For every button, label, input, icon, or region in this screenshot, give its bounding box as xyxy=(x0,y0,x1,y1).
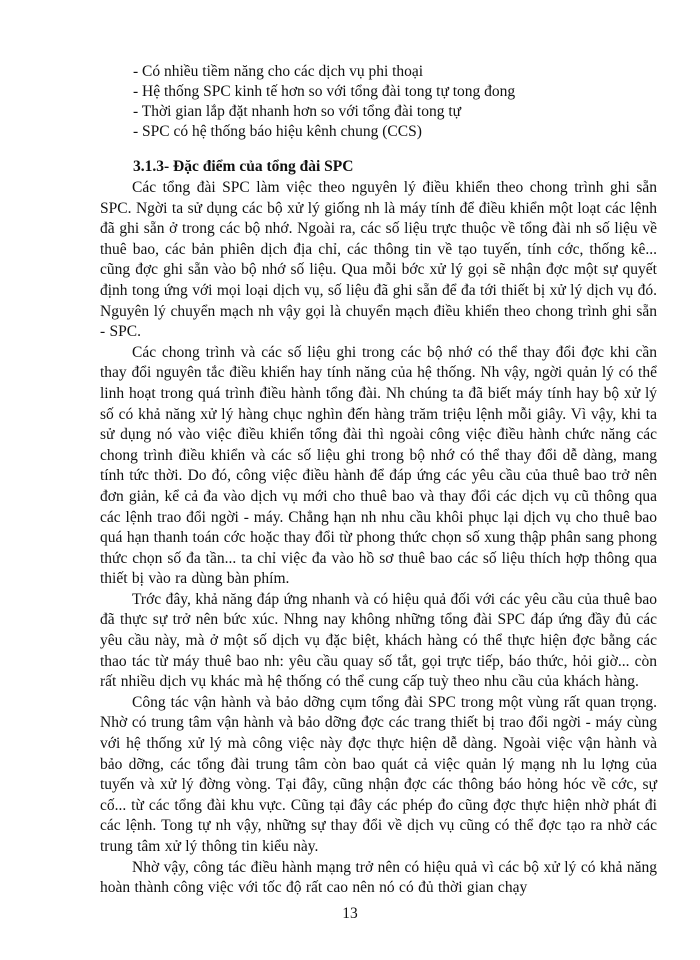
bullet-item: - Hệ thống SPC kinh tế hơn so với tổng đài tong tự tong đong xyxy=(133,83,516,100)
section-heading: 3.1.3- Đặc điểm của tổng đài SPC xyxy=(133,158,354,175)
bullet-item: - Có nhiều tiềm năng cho các dịch vụ phi thoại xyxy=(133,63,424,80)
page-number: 13 xyxy=(342,905,358,922)
bullet-item: - SPC có hệ thống báo hiệu kênh chung (CCS) xyxy=(133,123,422,140)
paragraph: Nhờ vậy, công tác điều hành mạng trở nên có hiệu quả vì các bộ xử lý có khả năng hoàn thành công việc với tốc độ rất cao nên nó có đủ thời gian chạy xyxy=(100,858,657,897)
paragraph: Các tổng đài SPC làm việc theo nguyên lý điều khiển theo chong trình ghi sẵn SPC. Ngời ta sử dụng các bộ xử lý giống nh là máy tính để điều khiển một loạt các lệnh đã ghi sẵn ở trong các bộ nhớ. Ngoài ra, các số liệu trực thuộc về tổng đài nh số liệu về thuê bao, các bản phiên dịch địa chỉ, các thông tin về tạo tuyến, tính cớc, thống kê... cũng đợc ghi sẵn vào bộ nhớ số liệu. Qua mỗi bớc xử lý gọi sẽ nhận đợc một sự quyết định tong ứng với mọi loại dịch vụ, số liệu đã ghi sẵn để đa tới thiết bị xử lý dịch vụ đó. Nguyên lý chuyển mạch nh vậy gọi là chuyển mạch điều khiển theo chong trình ghi sẵn - SPC. xyxy=(100,179,657,341)
paragraph: Công tác vận hành và bảo dỡng cụm tổng đài SPC trong một vùng rất quan trọng. Nhờ có trung tâm vận hành và bảo dỡng đợc các trang thiết bị trao đổi ngời - máy cùng với hệ thống xử lý mà công việc này đợc thực hiện dễ dàng. Ngoài việc vận hành và bảo dỡng, các tổng đài trung tâm còn bao quát cả việc quản lý mạng nh lu lợng của tuyến và xử lý đờng vòng. Tại đây, cũng nhận đợc các thông báo hỏng hóc về cớc, sự cố... từ các tổng đài khu vực. Cũng tại đây các phép đo cũng đợc thực hiện nhờ phát đi các lệnh. Tong tự nh vậy, những sự thay đổi về dịch vụ cũng có thể đợc tạo ra nhờ các trung tâm xử lý thông tin kiểu này. xyxy=(100,693,657,855)
bullet-item: - Thời gian lắp đặt nhanh hơn so với tổng đài tong tự xyxy=(133,103,462,120)
body-text xyxy=(100,178,657,899)
bullet-list xyxy=(133,62,653,142)
paragraph: Trớc đây, khả năng đáp ứng nhanh và có hiệu quả đối với các yêu cầu của thuê bao đã thực sự trở nên bức xúc. Nhng nay không những tổng đài SPC đáp ứng đầy đủ các yêu cầu này, mà ở một số dịch vụ đặc biệt, khách hàng có thể thực hiện đợc bằng các thao tác từ máy thuê bao nh: yêu cầu quay số tắt, gọi trực tiếp, báo thức, hỏi giờ... còn rất nhiều dịch vụ khác mà hệ thống có thể cung cấp tuỳ theo nhu cầu của khách hàng. xyxy=(100,590,657,691)
paragraph: Các chong trình và các số liệu ghi trong các bộ nhớ có thể thay đổi đợc khi cần thay đổi nguyên tắc điều khiển hay tính năng của hệ thống. Nh vậy, ngời quản lý có thể linh hoạt trong quá trình điều hành tổng đài. Nh chúng ta đã biết máy tính hay bộ xử lý số có khả năng xử lý hàng chục nghìn đến hàng trăm triệu lệnh mỗi giây. Vì vậy, khi ta sử dụng nó vào việc điều khiển tổng đài thì ngoài công việc điều hành chức năng các chong trình điều khiển và các số liệu ghi trong bộ nhớ có thể thay đổi dễ dàng, mang tính tức thời. Do đó, công việc điều hành để đáp ứng các yêu cầu của thuê bao trở nên đơn giản, kể cả đa vào dịch vụ mới cho thuê bao và thay đổi các dịch vụ cũ thông qua các lệnh trao đổi ngời - máy. Chẳng hạn nh nhu cầu khôi phục lại dịch vụ cho thuê bao quá hạn thanh toán cớc hoặc thay đổi từ phong thức chọn số xung thập phân sang phong thức chọn số đa tần... ta chỉ việc đa vào hồ sơ thuê bao các số liệu thích hợp thông qua thiết bị vào ra dùng bàn phím. xyxy=(100,343,657,588)
